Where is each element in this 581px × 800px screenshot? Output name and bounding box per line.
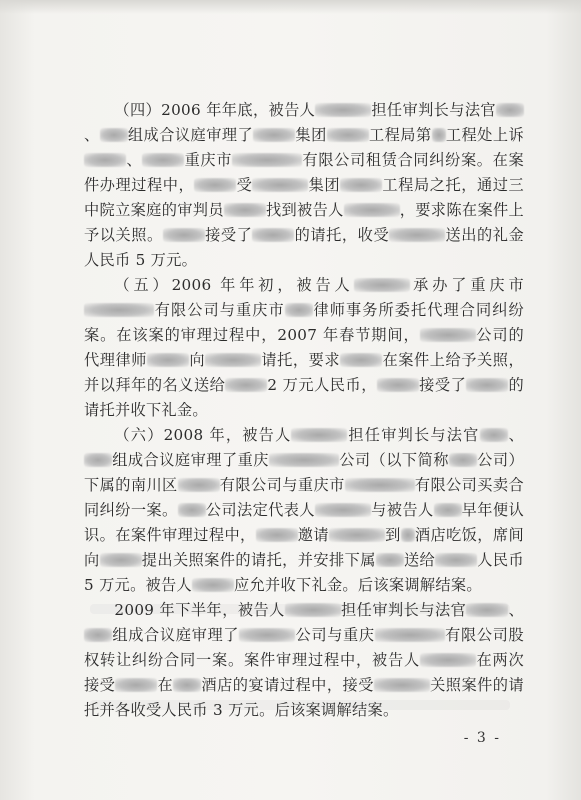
text-segment: 有限公司与重庆市 bbox=[154, 301, 285, 319]
body-text bbox=[84, 98, 524, 723]
redaction bbox=[100, 553, 142, 567]
redaction bbox=[466, 603, 508, 617]
redaction bbox=[100, 128, 128, 142]
text-segment: 找到被告人 bbox=[265, 201, 344, 219]
redaction bbox=[449, 453, 477, 467]
text-segment: 到 bbox=[385, 526, 401, 544]
text-segment: 担任审判长与法官 bbox=[371, 101, 496, 119]
redaction bbox=[432, 128, 446, 142]
redaction bbox=[329, 528, 385, 542]
redaction bbox=[84, 453, 112, 467]
redaction bbox=[345, 478, 415, 492]
redaction bbox=[178, 478, 220, 492]
text-segment: 担任审判长与法官 bbox=[340, 601, 467, 619]
redaction bbox=[434, 503, 462, 517]
text-segment: 、 bbox=[126, 151, 143, 169]
paragraph-4 bbox=[84, 98, 524, 273]
text-segment: （五）2006 年年初，被告人 bbox=[114, 276, 354, 294]
text-segment: 请托，要求 bbox=[261, 351, 341, 369]
redaction bbox=[496, 103, 524, 117]
redaction bbox=[232, 153, 302, 167]
text-segment: 应允并收下礼金。后该案调解结案。 bbox=[234, 576, 482, 594]
redaction bbox=[354, 278, 410, 292]
text-segment: 的请托并收下礼金。 bbox=[84, 376, 524, 419]
redaction bbox=[194, 178, 236, 192]
redaction bbox=[420, 328, 476, 342]
text-segment: 送给 bbox=[403, 551, 436, 569]
text-segment: 组成合议庭审理了重庆 bbox=[112, 451, 269, 469]
text-segment: 接受了 bbox=[418, 376, 467, 394]
redaction bbox=[178, 503, 206, 517]
text-segment: 2009 年下半年，被告人 bbox=[114, 601, 285, 619]
redaction bbox=[115, 678, 157, 692]
text-segment: 向 bbox=[189, 351, 206, 369]
text-segment: 重庆市 bbox=[184, 151, 233, 169]
text-segment: 2 万元人民币， bbox=[267, 376, 377, 394]
redaction bbox=[147, 353, 189, 367]
redaction bbox=[224, 203, 266, 217]
text-segment: 担任审判长与法官 bbox=[347, 426, 480, 444]
text-segment: 有限公司买卖合同纠纷一案。 bbox=[84, 476, 524, 519]
redaction bbox=[315, 103, 371, 117]
redaction bbox=[315, 503, 371, 517]
redaction bbox=[253, 128, 295, 142]
text-segment: 公司法定代表人 bbox=[205, 501, 316, 519]
text-segment: 公司的代理律师 bbox=[84, 326, 524, 369]
text-segment: 公司）下属的南川区 bbox=[84, 451, 524, 494]
redaction bbox=[344, 203, 400, 217]
redaction bbox=[285, 603, 341, 617]
redaction bbox=[252, 228, 294, 242]
text-segment: 提出关照案件的请托，并安排下属 bbox=[141, 551, 376, 569]
text-segment: 集团 bbox=[295, 126, 327, 144]
redaction bbox=[375, 628, 445, 642]
redaction bbox=[377, 378, 419, 392]
redaction bbox=[269, 453, 339, 467]
redaction bbox=[239, 628, 295, 642]
redaction bbox=[466, 378, 508, 392]
text-segment: 邀请 bbox=[297, 526, 330, 544]
text-segment: 工程局之托，通过三中院立案庭的审判员 bbox=[84, 176, 524, 219]
redaction bbox=[291, 428, 347, 442]
redaction bbox=[376, 553, 404, 567]
redaction bbox=[205, 353, 261, 367]
text-segment: 集团 bbox=[308, 176, 341, 194]
redaction bbox=[389, 228, 445, 242]
text-segment: 受 bbox=[236, 176, 253, 194]
redaction bbox=[401, 528, 415, 542]
redaction bbox=[420, 653, 476, 667]
text-segment: 人民币 5 万元。被告人 bbox=[84, 551, 524, 594]
text-segment: 、 bbox=[84, 126, 100, 144]
redaction bbox=[480, 428, 508, 442]
text-segment: 、 bbox=[507, 426, 524, 444]
text-segment: 接受了 bbox=[204, 226, 253, 244]
redaction bbox=[84, 153, 126, 167]
text-segment: 组成合议庭审理了 bbox=[127, 126, 254, 144]
paragraph-7 bbox=[84, 598, 524, 723]
redaction bbox=[142, 153, 184, 167]
redaction bbox=[285, 303, 313, 317]
text-segment: 关照案件的请托并各收受人民币 3 万元。后该案调解结案。 bbox=[84, 676, 524, 719]
redaction bbox=[84, 628, 112, 642]
text-segment: 在案件上给予关照，并以拜年的名义送给 bbox=[84, 351, 525, 394]
redaction bbox=[340, 353, 382, 367]
text-segment: 早年便认识。在案件审理过程中， bbox=[84, 501, 524, 544]
text-segment: 与被告人 bbox=[371, 501, 434, 519]
redaction bbox=[192, 578, 234, 592]
redaction bbox=[435, 553, 477, 567]
text-segment: 酒店的宴请过程中，接受 bbox=[201, 676, 374, 694]
redaction bbox=[84, 303, 154, 317]
text-segment: 工程处上诉 bbox=[445, 126, 524, 144]
text-segment: 酒店吃饭，席间向 bbox=[84, 526, 524, 569]
text-segment: 律师事务所委托代理合同纠纷案。在该案的审理过程中，2007 年春节期间， bbox=[84, 301, 525, 344]
text-segment: 的请托，收受 bbox=[294, 226, 390, 244]
redaction bbox=[340, 178, 382, 192]
paragraph-6 bbox=[84, 423, 524, 598]
text-segment: ，要求陈在案件上予以关照。 bbox=[84, 201, 525, 244]
page-number: - 3 - bbox=[463, 730, 501, 746]
text-segment: 有限公司股权转让纠纷合同一案。案件审理过程中，被告人 bbox=[84, 626, 525, 669]
text-segment: （六）2008 年，被告人 bbox=[114, 426, 292, 444]
text-segment: 组成合议庭审理了 bbox=[112, 626, 240, 644]
redaction bbox=[225, 378, 267, 392]
text-segment: 工程局第 bbox=[368, 126, 432, 144]
text-segment: 公司（以下简称 bbox=[339, 451, 449, 469]
redaction bbox=[163, 228, 205, 242]
text-segment: 、 bbox=[508, 601, 524, 619]
text-segment: 公司与重庆 bbox=[295, 626, 375, 644]
redaction bbox=[256, 528, 298, 542]
text-segment: 有限公司与重庆市 bbox=[219, 476, 345, 494]
redaction bbox=[374, 678, 430, 692]
text-segment: 送出的礼金人民币 5 万元。 bbox=[84, 226, 525, 269]
text-segment: 在 bbox=[157, 676, 174, 694]
text-segment: （四）2006 年年底，被告人 bbox=[114, 101, 316, 119]
redaction bbox=[327, 128, 369, 142]
redaction bbox=[252, 178, 308, 192]
text-segment: 在两次接受 bbox=[84, 651, 524, 694]
text-segment: 承办了重庆市 bbox=[409, 276, 524, 294]
paragraph-5 bbox=[84, 273, 524, 423]
scan-shadow bbox=[0, 0, 581, 14]
text-segment: 有限公司租赁合同纠纷案。在案件办理过程中， bbox=[84, 151, 524, 194]
redaction bbox=[173, 678, 201, 692]
